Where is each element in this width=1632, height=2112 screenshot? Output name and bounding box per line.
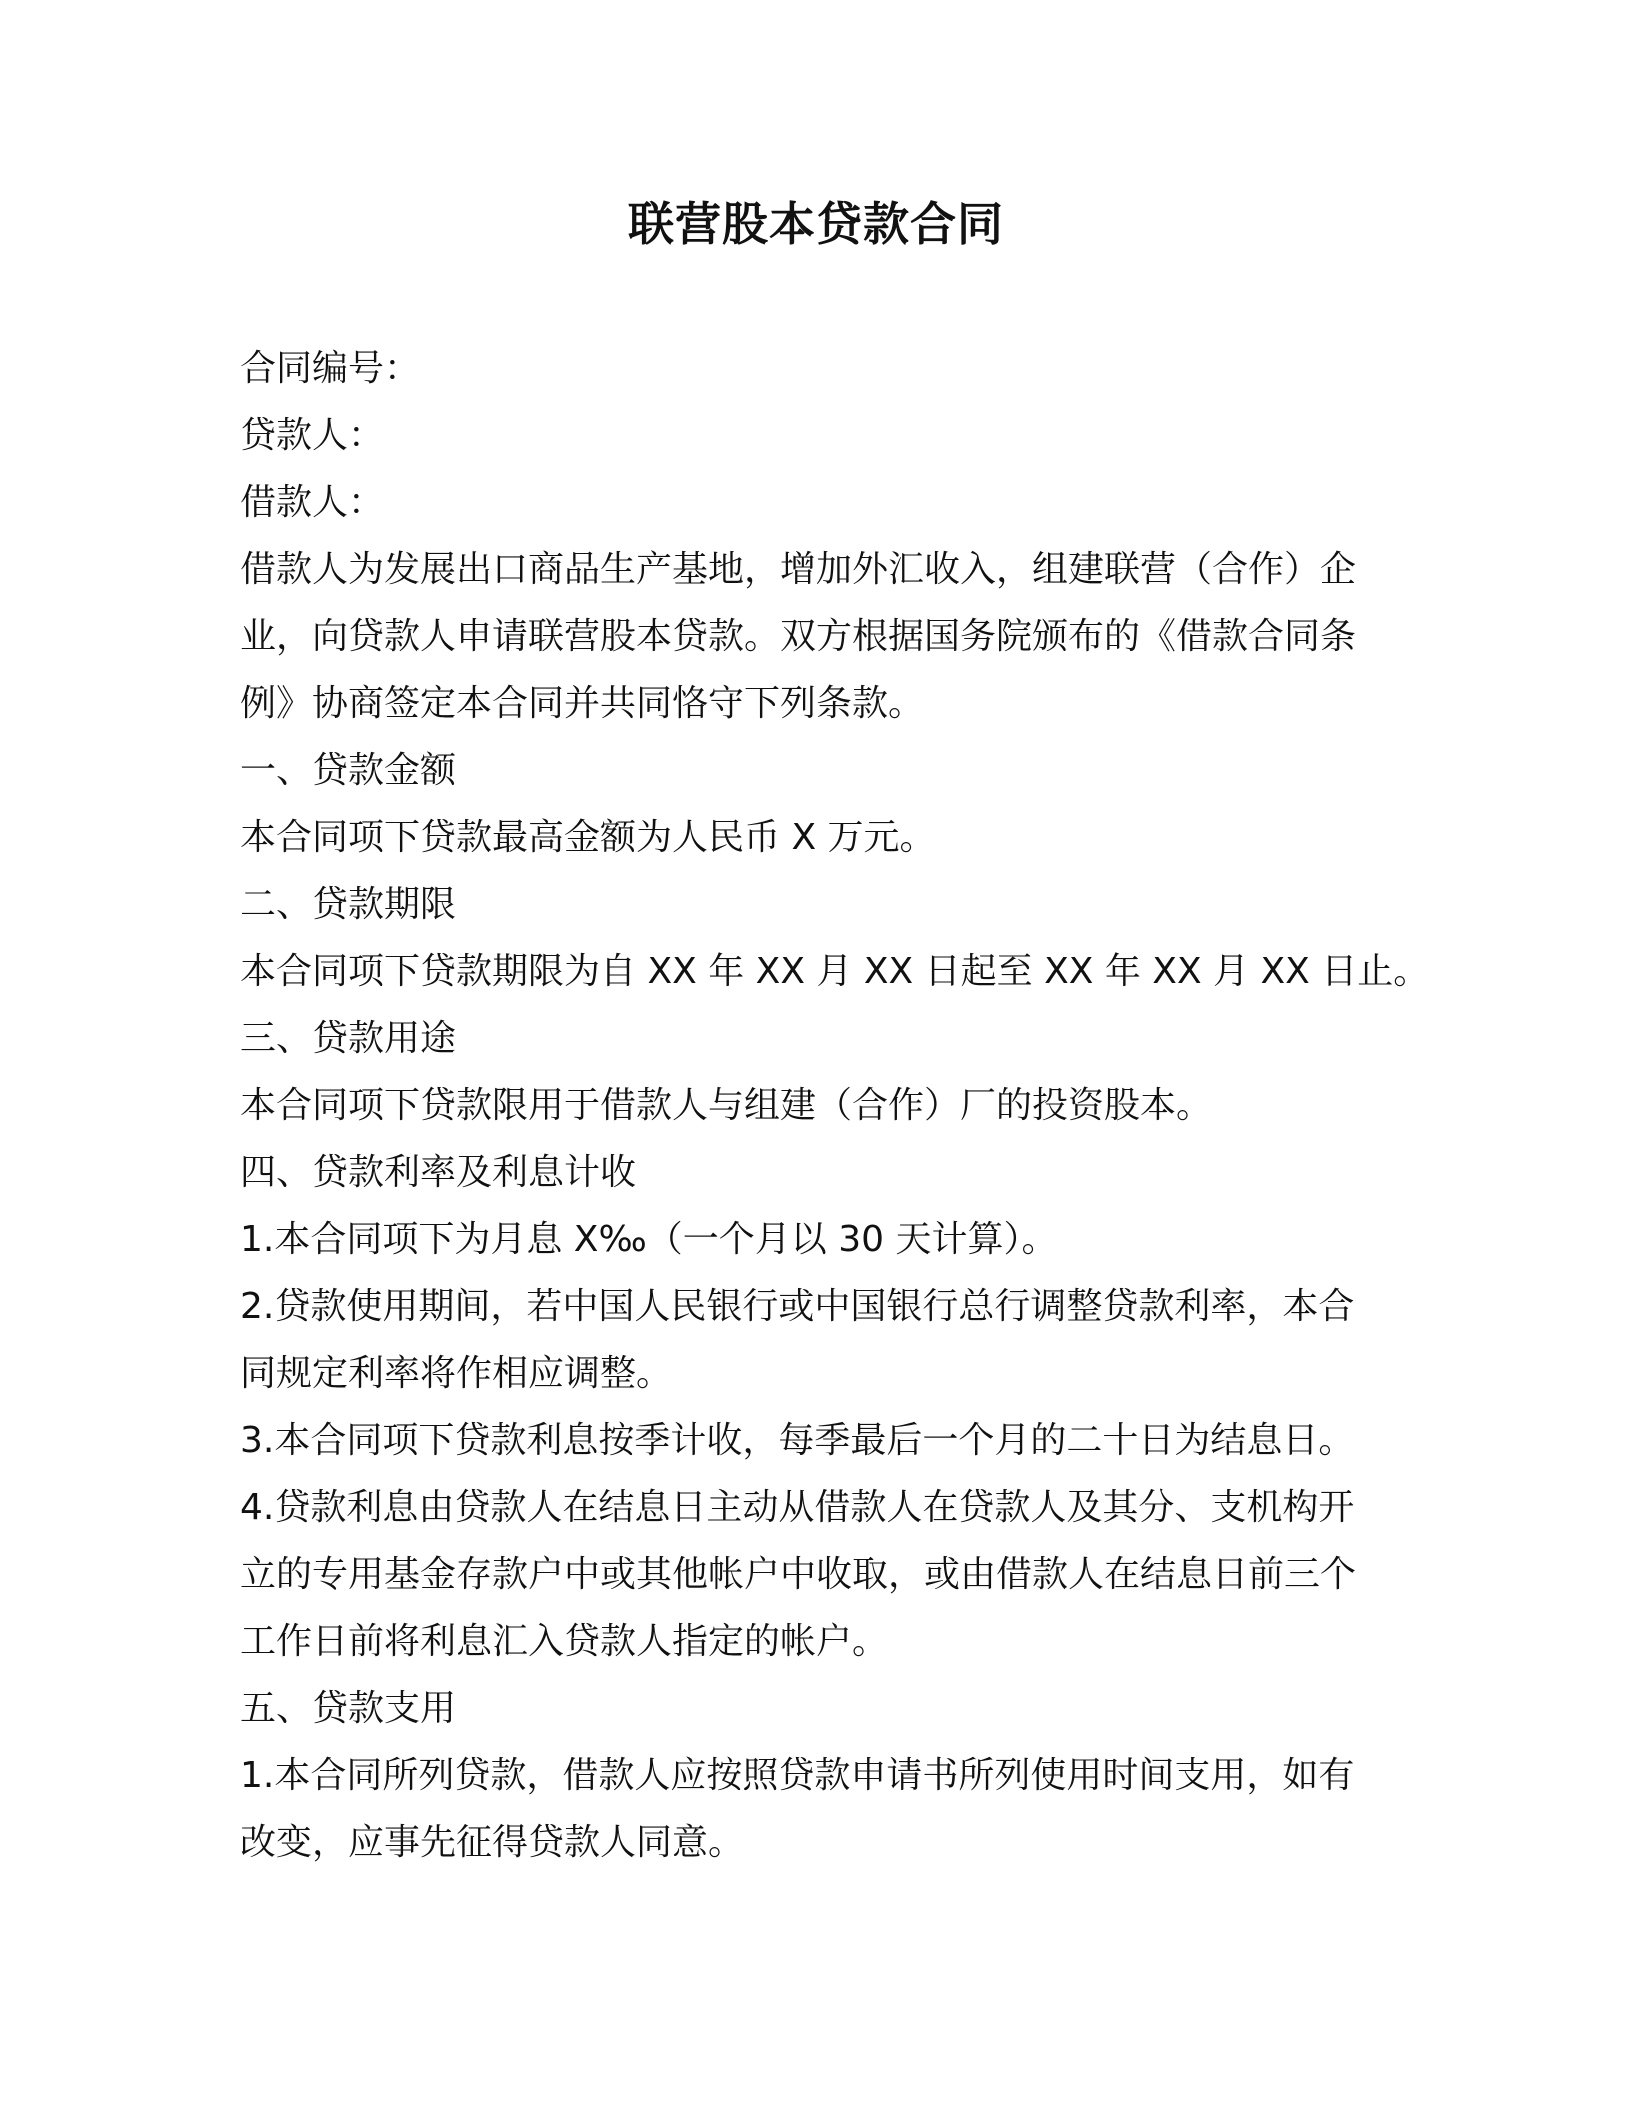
contract-number-line: 合同编号：: [240, 348, 421, 389]
clause-line: 3.本合同项下贷款利息按季计收，每季最后一个月的二十日为结息日。: [240, 1420, 1355, 1461]
clause-line: 1.本合同所列贷款，借款人应按照贷款申请书所列使用时间支用，如有: [240, 1755, 1355, 1796]
preamble-line: 例》协商签定本合同并共同恪守下列条款。: [240, 683, 925, 724]
section-heading-purpose: 三、贷款用途: [240, 1018, 457, 1059]
section-heading-disbursement: 五、贷款支用: [240, 1688, 457, 1729]
preamble-line: 业，向贷款人申请联营股本贷款。双方根据国务院颁布的《借款合同条: [240, 616, 1357, 657]
clause-line: 4.贷款利息由贷款人在结息日主动从借款人在贷款人及其分、支机构开: [240, 1487, 1355, 1528]
paragraph-line: 本合同项下贷款限用于借款人与组建（合作）厂的投资股本。: [240, 1085, 1213, 1126]
clause-line: 立的专用基金存款户中或其他帐户中收取，或由借款人在结息日前三个: [240, 1554, 1357, 1595]
borrower-line: 借款人：: [240, 482, 385, 523]
section-heading-term: 二、贷款期限: [240, 884, 457, 925]
section-heading-interest: 四、贷款利率及利息计收: [240, 1152, 637, 1193]
clause-line: 工作日前将利息汇入贷款人指定的帐户。: [240, 1621, 889, 1662]
lender-line: 贷款人：: [240, 415, 385, 456]
paragraph-line: 本合同项下贷款期限为自 XX 年 XX 月 XX 日起至 XX 年 XX 月 XX 日止。: [240, 951, 1430, 992]
clause-line: 改变，应事先征得贷款人同意。: [240, 1822, 745, 1863]
preamble-line: 借款人为发展出口商品生产基地，增加外汇收入，组建联营（合作）企: [240, 549, 1357, 590]
clause-line: 同规定利率将作相应调整。: [240, 1353, 673, 1394]
clause-line: 1.本合同项下为月息 X‰（一个月以 30 天计算）。: [240, 1219, 1058, 1260]
clause-line: 2.贷款使用期间，若中国人民银行或中国银行总行调整贷款利率，本合: [240, 1286, 1355, 1327]
section-heading-amount: 一、贷款金额: [240, 750, 457, 791]
paragraph-line: 本合同项下贷款最高金额为人民币 X 万元。: [240, 817, 936, 858]
document-title: 联营股本贷款合同: [628, 197, 1004, 251]
document-body: [240, 335, 1430, 1876]
